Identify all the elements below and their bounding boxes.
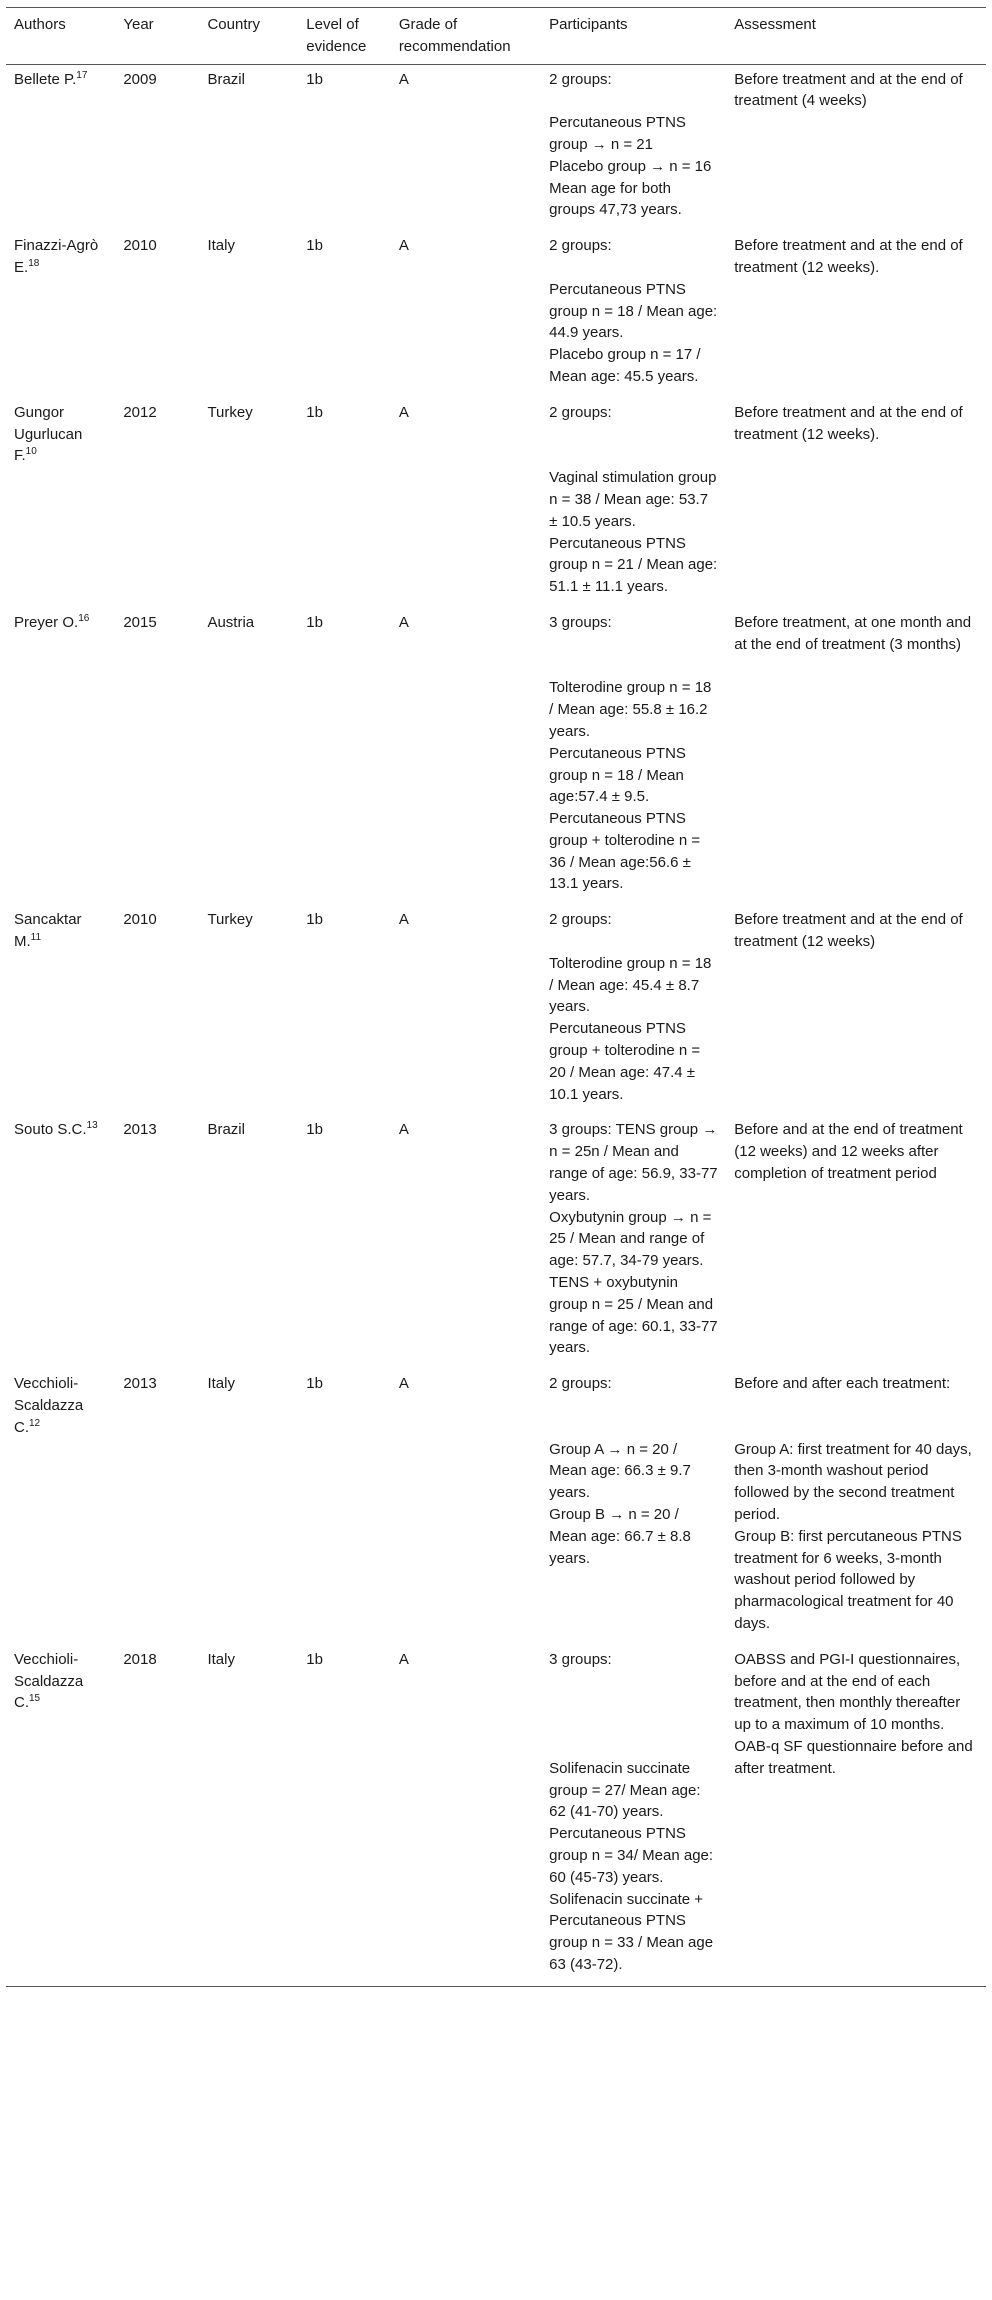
cell-participants-line: Vaginal stimulation group n = 38 / Mean age: 53.7 ± 10.5 years. bbox=[549, 469, 717, 530]
cell-country: Italy bbox=[207, 237, 235, 255]
cell-assessment bbox=[726, 1115, 986, 1369]
cell-participants-line: Group B → n = 20 / Mean age: 66.7 ± 8.8 years. bbox=[549, 1506, 691, 1567]
cell-author bbox=[6, 1115, 115, 1369]
cell-grade: A bbox=[398, 1375, 409, 1393]
author-reference: 12 bbox=[29, 1417, 41, 1429]
cell-participants-line bbox=[549, 634, 718, 656]
cell-participants-line: Percutaneous PTNS group + tolterodine n = 36 / Mean age:56.6 ± 13.1 years. bbox=[549, 810, 701, 893]
author-name: Finazzi-Agrò E. bbox=[14, 237, 99, 276]
cell-year: 2010 bbox=[123, 237, 157, 255]
table-row bbox=[6, 1645, 986, 1986]
cell-assessment-line bbox=[734, 1395, 978, 1417]
cell-author bbox=[6, 231, 115, 398]
cell-grade: A bbox=[398, 237, 409, 255]
cell-participants-line: 3 groups: bbox=[549, 613, 612, 631]
cell-participants-line: Percutaneous PTNS group n = 18 / Mean age: 44.9 years. bbox=[549, 280, 718, 342]
cell-participants-line: 2 groups: bbox=[549, 1375, 612, 1393]
cell-participants-line bbox=[549, 1692, 718, 1714]
cell-assessment-line: Group A: first treatment for 40 days, then 3-month washout period followed by the second treatment period. bbox=[734, 1440, 972, 1523]
cell-participants-line: TENS + oxybutynin group n = 25 / Mean and range of age: 60.1, 33-77 years. bbox=[549, 1274, 718, 1357]
cell-participants-line bbox=[549, 656, 718, 678]
author-name: Bellete P. bbox=[14, 70, 77, 88]
cell-participants bbox=[541, 1645, 726, 1986]
cell-participants-line: Percutaneous PTNS group + tolterodine n = 20 / Mean age: 47.4 ± 10.1 years. bbox=[549, 1020, 701, 1103]
cell-participants bbox=[541, 905, 726, 1115]
cell-participants bbox=[541, 1115, 726, 1369]
header-participants: Participants bbox=[541, 8, 726, 65]
evidence-table bbox=[6, 7, 986, 1987]
cell-participants-line: Solifenacin succinate group = 27/ Mean age: 62 (41-70) years. bbox=[549, 1759, 701, 1821]
cell-participants bbox=[541, 1369, 726, 1645]
cell-participants-line: Tolterodine group n = 18 / Mean age: 55.8 ± 16.2 years. bbox=[549, 679, 712, 740]
cell-participants bbox=[541, 64, 726, 231]
header-grade: Grade of recommendation bbox=[391, 8, 541, 65]
cell-author bbox=[6, 608, 115, 905]
cell-year: 2010 bbox=[123, 911, 157, 929]
cell-country: Austria bbox=[207, 613, 255, 631]
cell-assessment-line: Group B: first percutaneous PTNS treatment for 6 weeks, 3-month washout period followed by pharmacological treatment for 40 days. bbox=[734, 1527, 962, 1632]
table-header-row bbox=[6, 8, 986, 65]
cell-level: 1b bbox=[306, 1121, 323, 1139]
cell-country: Brazil bbox=[207, 70, 245, 88]
cell-level: 1b bbox=[306, 403, 323, 421]
cell-participants-line: 3 groups: TENS group → n = 25n / Mean and range of age: 56.9, 33-77 years. bbox=[549, 1121, 718, 1204]
cell-assessment bbox=[726, 905, 986, 1115]
cell-participants-line: Tolterodine group n = 18 / Mean age: 45.4 ± 8.7 years. bbox=[549, 954, 712, 1016]
cell-assessment-line: OAB-q SF questionnaire before and after treatment. bbox=[734, 1737, 973, 1777]
cell-participants-line bbox=[549, 1417, 718, 1439]
cell-participants-line: Percutaneous PTNS group n = 21 / Mean age: 51.1 ± 11.1 years. bbox=[549, 534, 718, 596]
author-reference: 10 bbox=[25, 446, 37, 458]
cell-participants-line bbox=[549, 445, 718, 467]
cell-participants-line bbox=[549, 931, 718, 953]
cell-participants-line: Placebo group n = 17 / Mean age: 45.5 years. bbox=[549, 346, 701, 385]
cell-year: 2013 bbox=[123, 1375, 157, 1393]
header-level: Level of evidence bbox=[298, 8, 391, 65]
cell-participants bbox=[541, 231, 726, 398]
cell-participants-line bbox=[549, 1714, 718, 1736]
cell-country: Italy bbox=[199, 1645, 298, 1986]
author-reference: 13 bbox=[86, 1120, 98, 1132]
cell-author bbox=[6, 1645, 115, 1986]
cell-country: Brazil bbox=[207, 1121, 245, 1139]
table-row bbox=[6, 1115, 986, 1369]
table-row bbox=[6, 64, 986, 231]
table-row bbox=[6, 608, 986, 905]
cell-level: 1b bbox=[298, 1645, 391, 1986]
cell-author bbox=[6, 64, 115, 231]
author-name: Gungor Ugurlucan F. bbox=[14, 403, 83, 465]
cell-author bbox=[6, 905, 115, 1115]
cell-level: 1b bbox=[306, 613, 323, 631]
header-country: Country bbox=[199, 8, 298, 65]
cell-assessment-line: Before treatment, at one month and at the end of treatment (3 months) bbox=[734, 613, 972, 653]
cell-assessment-line: Before and at the end of treatment (12 weeks) and 12 weeks after completion of treatment period bbox=[734, 1121, 963, 1183]
cell-country: Italy bbox=[207, 1375, 235, 1393]
cell-grade: A bbox=[398, 613, 409, 631]
author-reference: 16 bbox=[78, 612, 90, 624]
table-row bbox=[6, 231, 986, 398]
cell-assessment bbox=[726, 608, 986, 905]
cell-assessment bbox=[726, 398, 986, 608]
author-reference: 15 bbox=[29, 1693, 41, 1705]
cell-participants-line: 2 groups: bbox=[549, 237, 612, 255]
cell-level: 1b bbox=[306, 1375, 323, 1393]
author-reference: 18 bbox=[28, 257, 40, 269]
cell-grade: A bbox=[398, 403, 409, 421]
cell-author bbox=[6, 1369, 115, 1645]
cell-level: 1b bbox=[306, 237, 323, 255]
cell-level: 1b bbox=[306, 70, 323, 88]
cell-assessment-line: Before treatment and at the end of treatment (4 weeks) bbox=[734, 70, 963, 110]
cell-participants-line: 2 groups: bbox=[549, 911, 612, 929]
cell-assessment-line bbox=[734, 1417, 978, 1439]
cell-grade: A bbox=[398, 1121, 409, 1139]
cell-year: 2015 bbox=[123, 613, 157, 631]
author-name: Souto S.C. bbox=[14, 1121, 87, 1139]
author-name: Preyer O. bbox=[14, 613, 79, 631]
author-name: Vecchioli-Scaldazza C. bbox=[14, 1650, 84, 1712]
cell-year: 2012 bbox=[123, 403, 157, 421]
cell-participants-line bbox=[549, 257, 718, 279]
cell-participants-line: 2 groups: bbox=[549, 70, 612, 88]
cell-participants-line bbox=[549, 1671, 718, 1693]
cell-participants-line bbox=[549, 1395, 718, 1417]
table-row bbox=[6, 398, 986, 608]
cell-grade: A bbox=[398, 911, 409, 929]
cell-participants-line: Mean age for both groups 47,73 years. bbox=[549, 179, 682, 219]
cell-assessment-line: Before and after each treatment: bbox=[734, 1375, 951, 1393]
author-reference: 17 bbox=[76, 69, 88, 81]
cell-participants-line: Percutaneous PTNS group → n = 21 bbox=[549, 114, 686, 153]
cell-participants-line: Solifenacin succinate + Percutaneous PTNS group n = 33 / Mean age 63 (43-72). bbox=[549, 1890, 714, 1973]
cell-participants bbox=[541, 608, 726, 905]
cell-participants-line: Group A → n = 20 / Mean age: 66.3 ± 9.7 years. bbox=[549, 1440, 691, 1502]
cell-participants-line bbox=[549, 1736, 718, 1758]
cell-assessment-line: Before treatment and at the end of treatment (12 weeks) bbox=[734, 911, 963, 951]
header-authors: Authors bbox=[6, 8, 115, 65]
cell-year: 2013 bbox=[123, 1121, 157, 1139]
cell-participants bbox=[541, 398, 726, 608]
cell-country: Turkey bbox=[207, 403, 253, 421]
cell-grade: A bbox=[398, 70, 409, 88]
cell-assessment-line: OABSS and PGI-I questionnaires, before and at the end of each treatment, then monthly thereafter up to a maximum of 10 months. bbox=[734, 1650, 961, 1734]
cell-participants-line: 3 groups: bbox=[549, 1650, 612, 1668]
cell-assessment-line: Before treatment and at the end of treatment (12 weeks). bbox=[734, 403, 963, 443]
cell-participants-line: Percutaneous PTNS group n = 34/ Mean age: 60 (45-73) years. bbox=[549, 1825, 714, 1886]
header-year: Year bbox=[115, 8, 199, 65]
cell-participants-line bbox=[549, 90, 718, 112]
cell-participants-line bbox=[549, 424, 718, 446]
cell-participants-line: 2 groups: bbox=[549, 403, 612, 421]
cell-grade: A bbox=[391, 1645, 541, 1986]
cell-year: 2018 bbox=[115, 1645, 199, 1986]
cell-participants-line: Oxybutynin group → n = 25 / Mean and range of age: 57.7, 34-79 years. bbox=[549, 1208, 712, 1270]
author-reference: 11 bbox=[30, 932, 42, 944]
cell-participants-line: Placebo group → n = 16 bbox=[549, 157, 712, 175]
table-body bbox=[6, 64, 986, 1986]
cell-level: 1b bbox=[306, 911, 323, 929]
table-row bbox=[6, 1369, 986, 1645]
author-name: Sancaktar M. bbox=[14, 911, 82, 951]
author-name: Vecchioli-Scaldazza C. bbox=[14, 1375, 84, 1436]
cell-country: Turkey bbox=[207, 911, 253, 929]
cell-assessment bbox=[726, 64, 986, 231]
cell-author bbox=[6, 398, 115, 608]
cell-assessment bbox=[726, 231, 986, 398]
cell-assessment bbox=[726, 1645, 986, 1986]
cell-assessment-line: Before treatment and at the end of treatment (12 weeks). bbox=[734, 237, 963, 276]
cell-participants-line: Percutaneous PTNS group n = 18 / Mean age:57.4 ± 9.5. bbox=[549, 744, 686, 806]
table-row bbox=[6, 905, 986, 1115]
cell-assessment bbox=[726, 1369, 986, 1645]
header-assessment: Assessment bbox=[726, 8, 986, 65]
cell-year: 2009 bbox=[123, 70, 157, 88]
